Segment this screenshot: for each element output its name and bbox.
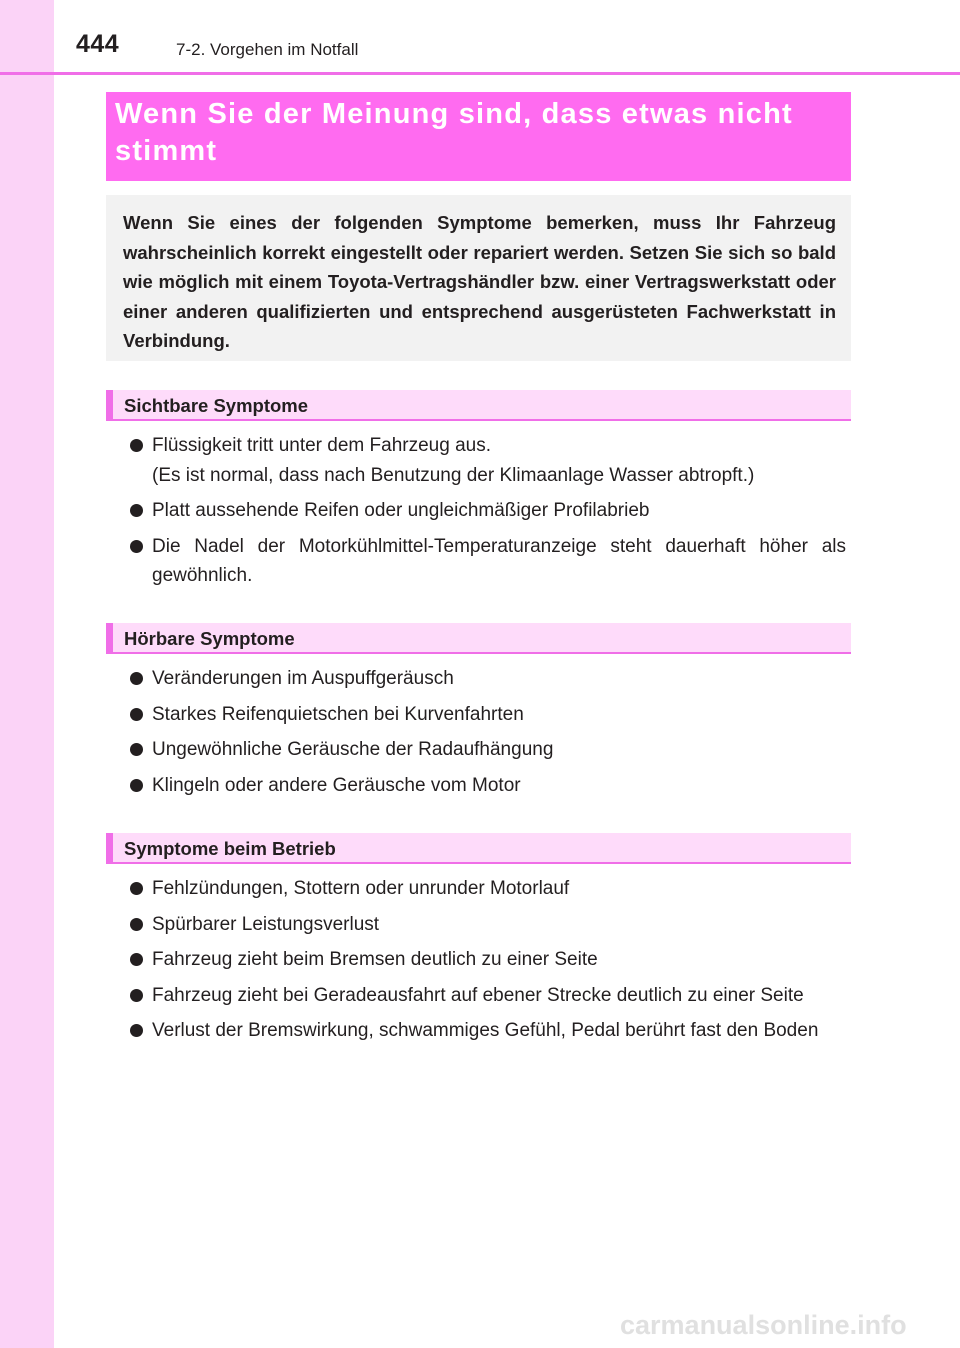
title-banner	[106, 92, 851, 181]
list-item	[130, 910, 846, 940]
left-margin-strip	[0, 0, 54, 1348]
list-item-text: Ungewöhnliche Geräusche der Radaufhängung	[152, 739, 554, 760]
intro-box	[106, 195, 851, 361]
list-item-text: Platt aussehende Reifen oder ungleichmäßiger Profilabrieb	[152, 500, 650, 521]
bullet-icon	[130, 439, 143, 452]
bullet-icon	[130, 504, 143, 517]
list-item-text: Fahrzeug zieht beim Bremsen deutlich zu einer Seite	[152, 949, 598, 970]
bullet-icon	[130, 882, 143, 895]
list-item	[130, 945, 846, 975]
list-item-text: Verlust der Bremswirkung, schwammiges Gefühl, Pedal berührt fast den Boden	[152, 1020, 819, 1041]
list-item-text: Spürbarer Leistungsverlust	[152, 913, 380, 935]
intro-text: Wenn Sie eines der folgenden Symptome bemerken, muss Ihr Fahrzeug wahrscheinlich korrekt eingestellt oder repariert werden. Setzen Sie sich so bald wie möglich mit einem Toyota-Vertragshändler bzw. einer Vertragswerkstatt oder einer anderen qualifizierten und entsprechend ausgerüsteten Fachwerkstatt in Verbindung.	[123, 212, 836, 351]
list-item-text: Die Nadel der Motorkühlmittel-Temperaturanzeige steht dauerhaft höher als gewöhnlich.	[152, 535, 846, 586]
section-path: 7-2. Vorgehen im Notfall	[176, 40, 359, 59]
section-heading-label: Sichtbare Symptome	[124, 395, 309, 416]
list-item	[130, 1016, 846, 1046]
bullet-icon	[130, 918, 143, 931]
list-item	[130, 431, 846, 490]
list-item	[130, 664, 846, 694]
bullet-icon	[130, 779, 143, 792]
bullet-icon	[130, 953, 143, 966]
list-item	[130, 532, 846, 591]
bullet-list-operation	[130, 874, 846, 1052]
list-item	[130, 496, 846, 526]
bullet-icon	[130, 989, 143, 1002]
list-item-text: Flüssigkeit tritt unter dem Fahrzeug aus.	[152, 435, 491, 456]
bullet-icon	[130, 1024, 143, 1037]
page-title: Wenn Sie der Meinung sind, dass etwas nicht stimmt	[115, 98, 793, 167]
watermark: carmanualsonline.info	[620, 1310, 907, 1340]
section-heading-label: Symptome beim Betrieb	[124, 838, 336, 859]
list-item-text: Starkes Reifenquietschen bei Kurvenfahrten	[152, 703, 524, 725]
list-item	[130, 981, 846, 1011]
list-item-note: (Es ist normal, dass nach Benutzung der Klimaanlage Wasser abtropft.)	[152, 464, 755, 486]
list-item	[130, 874, 846, 904]
list-item-text: Klingeln oder andere Geräusche vom Motor	[152, 774, 521, 796]
section-heading-operation	[106, 833, 851, 864]
bullet-icon	[130, 672, 143, 685]
bullet-list-visible	[130, 431, 846, 597]
section-heading-visible	[106, 390, 851, 421]
list-item	[130, 735, 846, 765]
bullet-list-audible	[130, 664, 846, 806]
header-rule	[0, 72, 960, 75]
bullet-icon	[130, 708, 143, 721]
section-heading-label: Hörbare Symptome	[124, 628, 295, 649]
section-heading-audible	[106, 623, 851, 654]
page-number: 444	[76, 30, 120, 58]
list-item-text: Fehlzündungen, Stottern oder unrunder Motorlauf	[152, 878, 570, 899]
list-item	[130, 771, 846, 801]
bullet-icon	[130, 743, 143, 756]
bullet-icon	[130, 540, 143, 553]
list-item-text: Fahrzeug zieht bei Geradeausfahrt auf ebener Strecke deutlich zu einer Seite	[152, 984, 804, 1006]
list-item-text: Veränderungen im Auspuffgeräusch	[152, 668, 454, 689]
list-item	[130, 700, 846, 730]
